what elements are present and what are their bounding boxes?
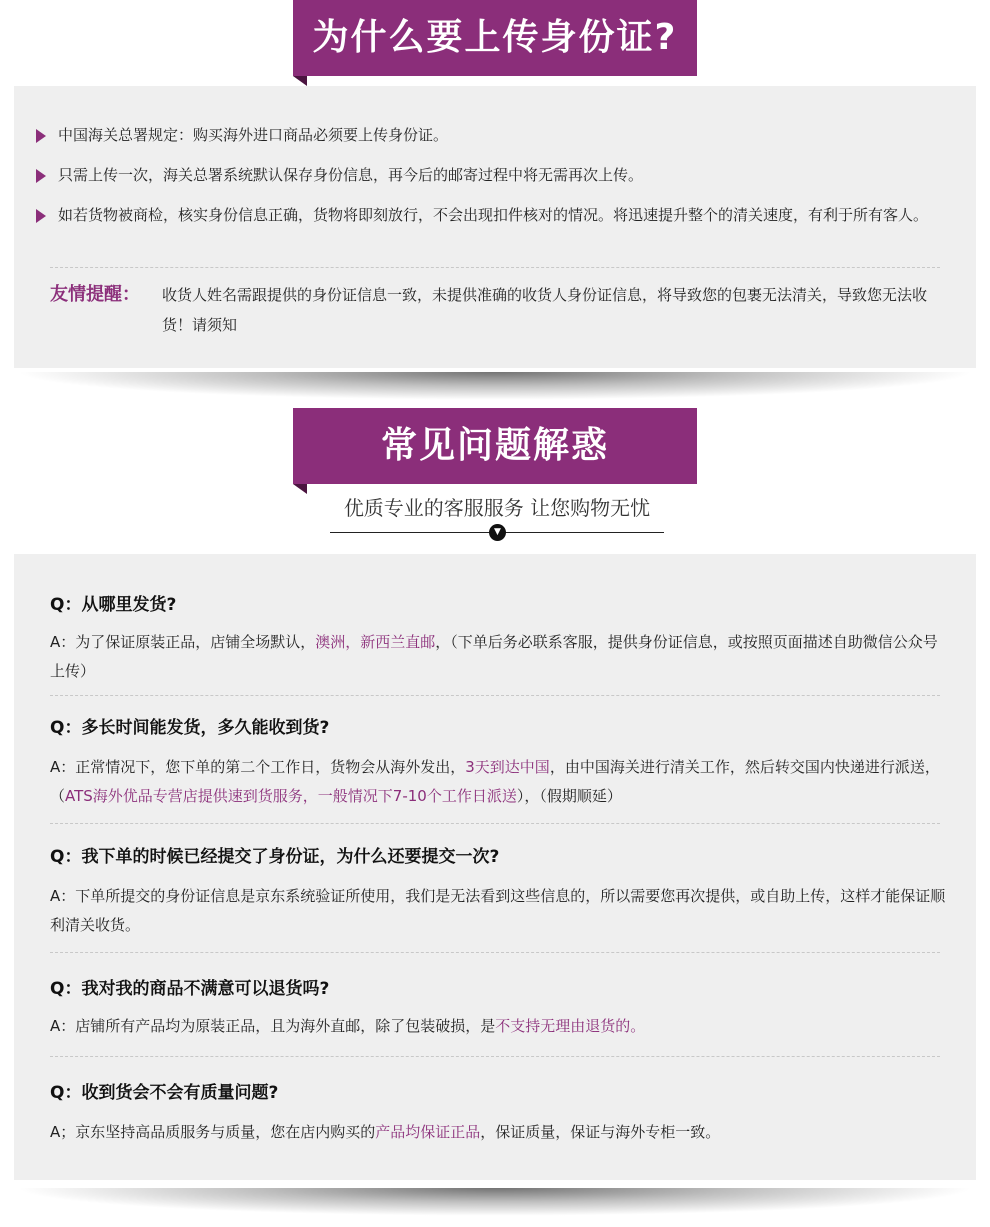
triangle-right-icon — [36, 209, 46, 223]
notice-item — [36, 160, 946, 190]
faq-question: Q：从哪里发货? — [50, 595, 177, 615]
chevron-down-circle-icon: ▼ — [489, 524, 506, 541]
faq-answer: A：店铺所有产品均为原装正品，且为海外直邮，除了包装破损，是不支持无理由退货的。 — [50, 1017, 646, 1035]
notice-text: 中国海关总署规定：购买海外进口商品必须要上传身份证。 — [58, 126, 449, 144]
faq-question: Q：多长时间能发货，多久能收到货? — [50, 718, 330, 738]
faq-answer: A；京东坚持高品质服务与质量，您在店内购买的产品均保证正品，保证质量，保证与海外专柜一致。 — [50, 1123, 721, 1141]
notice-item — [36, 120, 946, 150]
faq-answer: A：正常情况下，您下单的第二个工作日，货物会从海外发出，3天到达中国，由中国海关进行清关工作，然后转交国内快递进行派送，（ATS海外优品专营店提供速到货服务，一般情况下7-10个工作日派送），（假期顺延） — [50, 758, 940, 805]
faq-answer: A：为了保证原装正品，店铺全场默认，澳洲，新西兰直邮，（下单后务必联系客服，提供身份证信息，或按照页面描述自助微信公众号上传） — [50, 633, 938, 680]
section2-title: 常见问题解惑 — [380, 425, 609, 466]
divider — [50, 695, 940, 696]
faq-question: Q：我对我的商品不满意可以退货吗? — [50, 979, 330, 999]
faq-highlight: 3天到达中国 — [465, 758, 550, 776]
triangle-right-icon — [36, 129, 46, 143]
notice-text: 只需上传一次，海关总署系统默认保存身份信息，再今后的邮寄过程中将无需再次上传。 — [58, 166, 644, 184]
section1-title: 为什么要上传身份证? — [312, 17, 678, 58]
divider — [50, 1056, 940, 1057]
section1-title-banner — [293, 0, 697, 76]
divider — [50, 267, 940, 268]
panel-shadow — [14, 1188, 976, 1216]
reminder-label: 友情提醒： — [50, 284, 140, 305]
faq-answer: A：下单所提交的身份证信息是京东系统验证所使用，我们是无法看到这些信息的，所以需要您再次提供，或自助上传，这样才能保证顺利清关收货。 — [50, 887, 946, 934]
section2-subtitle: 优质专业的客服服务 让您购物无忧 — [343, 496, 651, 520]
notice-text: 如若货物被商检，核实身份信息正确，货物将即刻放行，不会出现扣件核对的情况。将迅速提升整个的清关速度，有利于所有客人。 — [58, 206, 929, 224]
divider — [50, 952, 940, 953]
faq-highlight: 不支持无理由退货的。 — [495, 1017, 646, 1035]
panel-shadow — [14, 372, 976, 400]
faq-highlight: 产品均保证正品 — [375, 1123, 481, 1141]
triangle-right-icon — [36, 169, 46, 183]
faq-question: Q：收到货会不会有质量问题? — [50, 1083, 279, 1103]
faq-highlight: ATS海外优品专营店提供速到货服务，一般情况下7-10个工作日派送 — [65, 787, 517, 805]
section2-title-banner — [293, 408, 697, 484]
faq-question: Q：我下单的时候已经提交了身份证，为什么还要提交一次? — [50, 847, 500, 867]
reminder-text: 收货人姓名需跟提供的身份证信息一致，未提供准确的收货人身份证信息，将导致您的包裹无法清关，导致您无法收货！请须知 — [162, 286, 928, 334]
divider — [50, 823, 940, 824]
faq-highlight: 澳洲，新西兰直邮 — [315, 633, 436, 651]
notice-item — [36, 200, 946, 230]
